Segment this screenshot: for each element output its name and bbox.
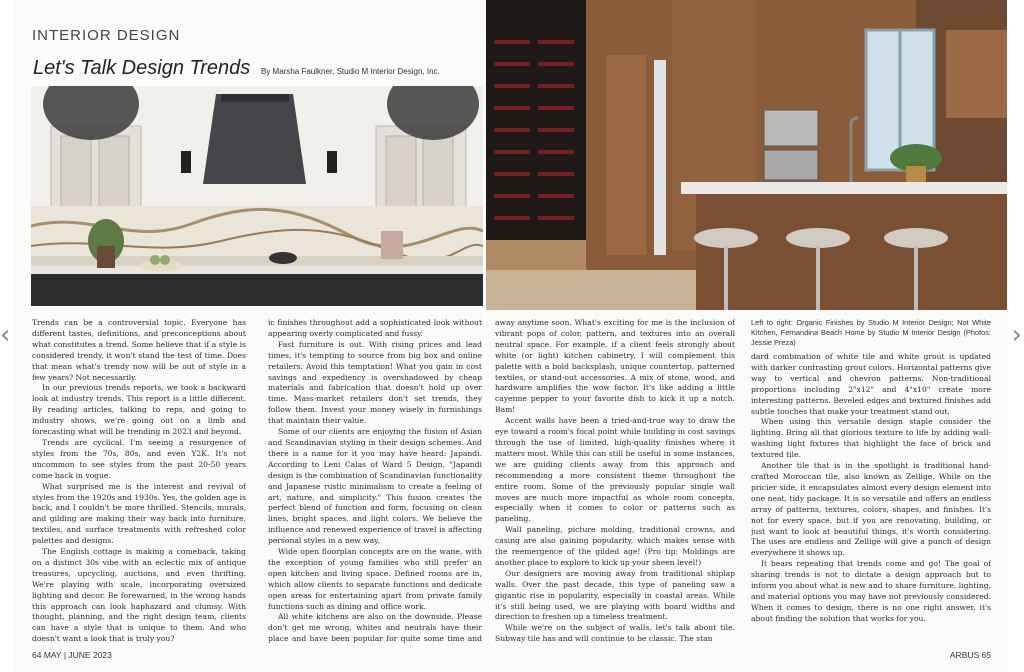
- paragraph: Another tile that is in the spotlight is traditional hand-crafted Moroccan tile, also known as Zellige. While on the pricier side, it encapsulates almost every design element into one neat, tidy package. It is so versatile and offers an endless array of patterns, textures, colors, shapes, and finishes. It's not for every space, but if you are renovating, building, or just want to look at beautiful things, it's worth considering. The uses are endless and Zellige will give a punch of design everywhere it shows up.: [751, 461, 991, 558]
- paragraph: Accent walls have been a tried-and-true way to draw the eye toward a room's focal point while building in cost savings through the use of limited, high-quality finishes where it matters most. While this can still be useful in some instances, we are guiding clients away from this approach and recommending a more consistent theme throughout the entire room. Some of the previously popular single wall moves are much more impactful as whole room concepts, especially when it comes to color or patterns such as paneling.: [495, 416, 735, 524]
- paragraph: ic finishes throughout add a sophisticated look without appearing overly complicated and fussy.: [268, 318, 482, 338]
- paragraph: Our designers are moving away from traditional shiplap walls. Over the past decade, this type of paneling saw a gigantic rise in popularity, especially in coastal areas. While it's still being used, we are playing with board widths and direction to freshen up a timeless treatment.: [495, 568, 735, 622]
- paragraph: In our previous trends reports, we took a backward look at industry trends. This report is a little different. By reading articles, talking to reps, and going to industry shows, we're going out on a limb and forecasting what will be trending in 2023 and beyond.: [32, 383, 246, 437]
- article-column-4: [751, 318, 991, 644]
- paragraph: away anytime soon. What's exciting for me is the inclusion of vibrant pops of color, pattern, and textures into an overall neutral space. For example, if a client feels strongly about white (or light) kitchen cabinetry, I will complement this palette with a bold backsplash, unique countertop, patterned textiles, or stand-out accessories. A mix of stone, wood, and hardware amplifies the wow factor. It's like adding a little cayenne pepper to your favorite dish to kick it up a notch. Bam!: [495, 318, 735, 415]
- article-headline: Let's Talk Design Trends: [33, 57, 251, 79]
- paragraph: It bears repeating that trends come and go! The goal of sharing trends is not to dictate a design approach but to inform you about what is new and to share furniture, lighting, and material options you may have not previously considered. When it comes to design, there is no one right answer, it's about finding the solution that works for you.: [751, 559, 991, 623]
- prev-page-arrow-icon[interactable]: ‹: [0, 320, 11, 350]
- page-folio-left: 64 MAY | JUNE 2023: [32, 650, 112, 660]
- paragraph: The English cottage is making a comeback, taking on a distinct 30s vibe with an eclectic mix of antique treasures, upcycling, auctions, and even thrifting. We're playing with scale, incorporating oversized lighting and decor. Be forewarned, in the wrong hands this approach can look haphazard and clumsy. With thought, planning, and the right design team, clients can have a style that is unique to them. And who doesn't want a look that is truly you?: [32, 547, 246, 644]
- not-white-kitchen-photo: [486, 0, 1007, 310]
- paragraph: Some of our clients are enjoying the fusion of Asian and Scandinavian styling in their design schemes. And there is a name for it you may have heard: Japandi. According to Leni Calas of Ward 5 Design, "Japandi design is the combination of Scandinavian functionality and Japanese rustic minimalism to create a feeling of art, nature, and simplicity." This fusion creates the perfect blend of function and form, focusing on clean lines, bright spaces, and light colors. We believe the influence and renewed experience of travel is affecting personal styles in a new way.: [268, 427, 482, 546]
- walnut-kitchen-illustration: [486, 0, 1007, 310]
- paragraph: When using this versatile design staple consider the lighting. Bring all that glorious texture to life by adding wall-washing light fixtures that highlight the face of brick and textured tile.: [751, 417, 991, 460]
- next-page-arrow-icon[interactable]: ›: [1011, 320, 1022, 350]
- article-column-1: [32, 318, 246, 644]
- paragraph: Fast furniture is out. With rising prices and lead times, it's tempting to source from big box and online retailers. Avoid this temptation! What you gain in cost savings and expediency is overshadowed by cheap materials and fabrication that doesn't hold up over time. Mass-market retailers don't set trends, they follow them. Invest your money wisely in furnishings that maintain their value.: [268, 339, 482, 426]
- kitchen-photo-illustration: [31, 86, 483, 306]
- article-column-3: [495, 318, 735, 644]
- paragraph: Wide open floorplan concepts are on the wane, with the exception of young families who still prefer an open kitchen and living space. Defined rooms are in, which allow clients to separate functions and dedicate open areas for entertaining apart from private family functions such as dining and office work.: [268, 547, 482, 611]
- paragraph: Wall paneling, picture molding, traditional crowns, and casing are also gaining popularity, which makes sense with the reemergence of the gilded age! (Pro tip: Moldings are another place to explore to kick up your sheen level!): [495, 525, 735, 567]
- page-folio-right: ARBUS 65: [949, 650, 991, 660]
- paragraph: dard combination of white tile and white grout is updated with darker contrasting grout colors. Horizontal patterns give way to vertical and chevron patterns. Non-traditional proportions including 2"x12" and 4"x10" create more interesting patterns. Beveled edges and textured finishes add subtle touches that make your treatment stand out.: [751, 352, 991, 416]
- article-column-2: [268, 318, 482, 644]
- right-page: [486, 0, 1007, 672]
- organic-finishes-kitchen-photo: [31, 86, 483, 306]
- paragraph: All white kitchens are also on the downside. Please don't get me wrong, whites and neutrals have their place and have been popular for quite some time and: [268, 612, 482, 644]
- left-page: [14, 0, 485, 672]
- article-byline: By Marsha Faulkner, Studio M Interior Design, Inc.: [261, 67, 440, 76]
- photo-caption: Left to right: Organic Finishes by Studio M Interior Design; Not White Kitchen, Fernandina Beach Home by Studio M Interior Design (Photos: Jessie Preza): [751, 318, 991, 347]
- paragraph: Trends can be a controversial topic. Everyone has different tastes, definitions, and preconceptions about what constitutes a trend. Some believe that if a style is considered trendy, it won't stand the test of time. Does that mean what's trendy now will be out of style in a few years? Not necessarily.: [32, 318, 246, 382]
- paragraph: What surprised me is the interest and revival of styles from the 1920s and 1930s. Yes, the golden age is back, and I couldn't be more thrilled. Stencils, murals, and gilding are making their way back into furniture, textiles, and surface treatments with refreshed color palettes and designs.: [32, 481, 246, 546]
- paragraph: Trends are cyclical. I'm seeing a resurgence of styles from the 70s, 80s, and even Y2K. It's not uncommon to see styles from the past 20-50 years come back in vogue.: [32, 437, 246, 480]
- section-label: INTERIOR DESIGN: [32, 27, 181, 44]
- paragraph: While we're on the subject of walls, let's talk about tile. Subway tile has and will continue to be classic. The stan: [495, 623, 735, 644]
